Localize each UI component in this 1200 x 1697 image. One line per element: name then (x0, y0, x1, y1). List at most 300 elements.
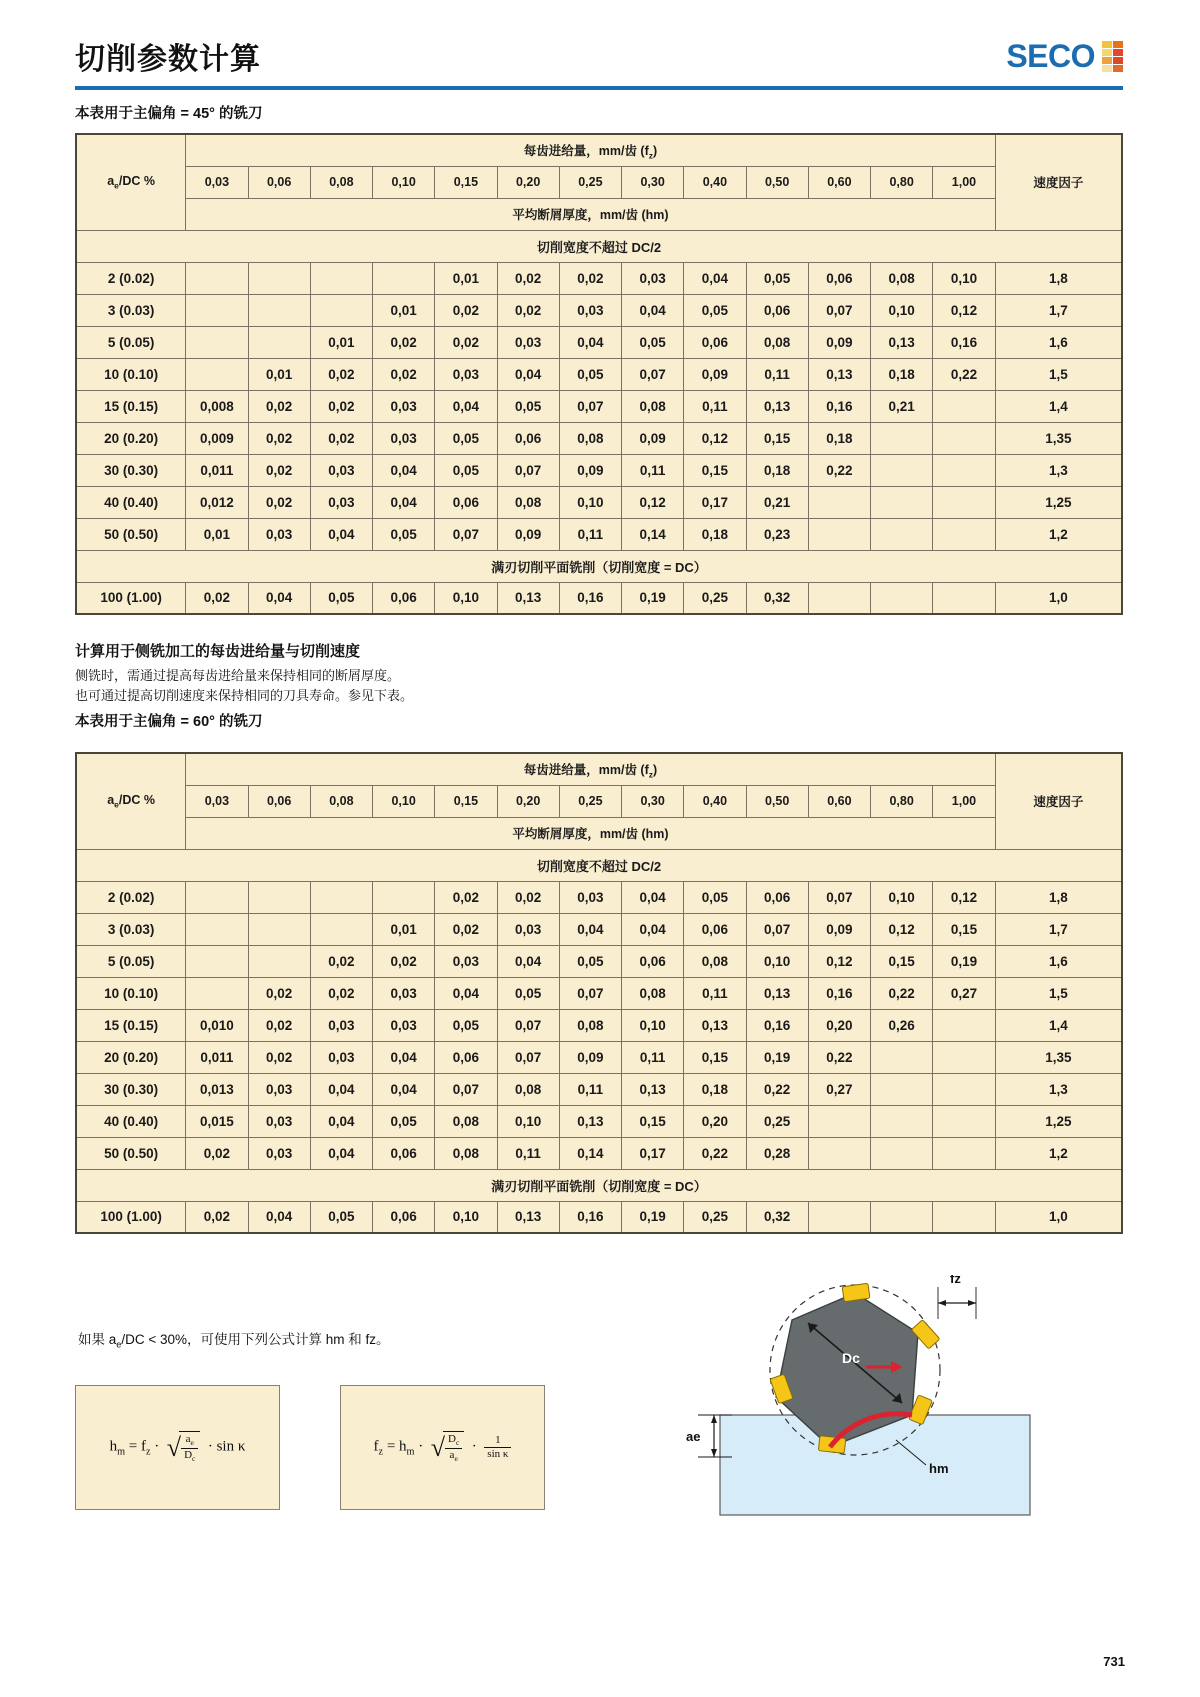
table-cell: 0,03 (497, 326, 559, 358)
table-cell (933, 1201, 995, 1233)
table-cell: 0,16 (933, 326, 995, 358)
table-cell: 0,03 (559, 881, 621, 913)
header-fz-col: 0,10 (373, 785, 435, 817)
table-row (76, 294, 1122, 326)
table-cell (248, 881, 310, 913)
table-cell: 0,05 (746, 262, 808, 294)
table-cell: 0,14 (559, 1137, 621, 1169)
table-cell: 0,16 (808, 977, 870, 1009)
table-cell: 0,15 (871, 945, 933, 977)
table-cell: 0,04 (373, 454, 435, 486)
table-cell: 0,03 (497, 913, 559, 945)
speed-factor-cell: 1,3 (995, 1073, 1122, 1105)
speed-factor-cell: 1,25 (995, 486, 1122, 518)
table-cell: 0,23 (746, 518, 808, 550)
table-cell: 0,08 (622, 390, 684, 422)
table-cell (808, 1201, 870, 1233)
table-cell: 0,20 (808, 1009, 870, 1041)
row-label: 20 (0.20) (76, 1041, 186, 1073)
table-cell: 0,02 (186, 1201, 248, 1233)
speed-factor-cell: 1,5 (995, 977, 1122, 1009)
table-cell (373, 881, 435, 913)
table-cell: 0,04 (373, 486, 435, 518)
midsection-line2: 也可通过提高切削速度来保持相同的刀具寿命。参见下表。 (75, 688, 414, 703)
table-cell: 0,07 (435, 518, 497, 550)
midsection-heading: 计算用于侧铣加工的每齿进给量与切削速度 (75, 643, 361, 660)
table-cell: 0,16 (746, 1009, 808, 1041)
header-fz-col: 0,80 (871, 785, 933, 817)
table-cell: 0,13 (871, 326, 933, 358)
table-cell: 0,02 (497, 881, 559, 913)
formula-note-text: 如果 $a_e/DC < 30\%$，可使用下列公式计算 hm 和 fz。 (78, 1332, 390, 1350)
speed-factor-cell: 1,0 (995, 582, 1122, 614)
table-cell: 0,02 (248, 1041, 310, 1073)
table-cell: 0,06 (497, 422, 559, 454)
table-cell (808, 1137, 870, 1169)
table-cell: 0,05 (684, 881, 746, 913)
table-cell: 0,01 (310, 326, 372, 358)
table-cell: 0,13 (497, 1201, 559, 1233)
table-cell: 0,12 (808, 945, 870, 977)
table-cell (933, 1073, 995, 1105)
table-cell: 0,02 (435, 294, 497, 326)
table-cell: 0,08 (622, 977, 684, 1009)
table-cell: 0,04 (373, 1073, 435, 1105)
table-cell: 0,05 (684, 294, 746, 326)
table-cell: 0,02 (497, 262, 559, 294)
table-cell: 0,08 (684, 945, 746, 977)
table-cell: 0,22 (684, 1137, 746, 1169)
table-cell (248, 913, 310, 945)
header-fz-col: 0,60 (808, 785, 870, 817)
header-fz-col: 0,15 (435, 785, 497, 817)
table-cell (871, 486, 933, 518)
table-cell: 0,17 (684, 486, 746, 518)
table-cell: 0,04 (497, 358, 559, 390)
table-cell: 0,03 (310, 1041, 372, 1073)
table-cell: 0,13 (559, 1105, 621, 1137)
table-cell: 0,11 (684, 977, 746, 1009)
table-cell: 0,06 (373, 582, 435, 614)
speed-factor-cell: 1,35 (995, 1041, 1122, 1073)
table-cell: 0,05 (559, 945, 621, 977)
table-cell: 0,04 (559, 913, 621, 945)
table-cell: 0,18 (871, 358, 933, 390)
logo-mark-icon (1102, 41, 1123, 72)
header-fz-col: 0,50 (746, 785, 808, 817)
logo-swatch (1113, 49, 1123, 56)
header-fz-col: 0,40 (684, 166, 746, 198)
row-label: 30 (0.30) (76, 454, 186, 486)
speed-factor-cell: 1,8 (995, 262, 1122, 294)
speed-factor-cell: 1,6 (995, 326, 1122, 358)
table-cell: 0,09 (559, 1041, 621, 1073)
table-cell: 0,04 (435, 977, 497, 1009)
table-cell: 0,03 (435, 358, 497, 390)
row-label: 2 (0.02) (76, 881, 186, 913)
table-row (76, 326, 1122, 358)
table-cell: 0,01 (186, 518, 248, 550)
table-cell: 0,009 (186, 422, 248, 454)
table-cell: 0,18 (808, 422, 870, 454)
table-cell: 0,04 (435, 390, 497, 422)
header-fz-col: 0,06 (248, 785, 310, 817)
label-ae: ae (686, 1429, 701, 1444)
speed-factor-cell: 1,7 (995, 913, 1122, 945)
table-cell: 0,11 (559, 518, 621, 550)
table-cell: 0,07 (559, 390, 621, 422)
header-fz-col: 0,08 (310, 785, 372, 817)
table-cell: 0,10 (559, 486, 621, 518)
row-label: 10 (0.10) (76, 977, 186, 1009)
table-cell: 0,08 (559, 422, 621, 454)
table-cell: 0,02 (186, 582, 248, 614)
speed-factor-cell: 1,8 (995, 881, 1122, 913)
table-cell (933, 454, 995, 486)
header-fz-col: 0,50 (746, 166, 808, 198)
table-cell: 0,11 (684, 390, 746, 422)
table-cell: 0,04 (248, 1201, 310, 1233)
table-cell: 0,09 (684, 358, 746, 390)
table-cell: 0,15 (746, 422, 808, 454)
table-cell (808, 1105, 870, 1137)
speed-factor-cell: 1,3 (995, 454, 1122, 486)
table-cell: 0,02 (559, 262, 621, 294)
header-fz-col: 0,15 (435, 166, 497, 198)
table-cell: 0,07 (622, 358, 684, 390)
table-cell: 0,11 (559, 1073, 621, 1105)
table-cell: 0,02 (310, 358, 372, 390)
fraction-one-over-sin: $\frac{1}{\text{sin κ}}$ (484, 1434, 511, 1460)
table-cell: 0,06 (684, 326, 746, 358)
table-cell: 0,19 (622, 582, 684, 614)
row-label: 15 (0.15) (76, 390, 186, 422)
page-number: 731 (1103, 1654, 1125, 1669)
table-cell: 0,22 (808, 454, 870, 486)
table-cell (933, 390, 995, 422)
table-cell (248, 945, 310, 977)
table-cell: 0,22 (746, 1073, 808, 1105)
row-label: 2 (0.02) (76, 262, 186, 294)
table-cell: 0,02 (310, 945, 372, 977)
table-cell: 0,06 (746, 881, 808, 913)
table-cell (871, 1041, 933, 1073)
table-cell: 0,16 (559, 1201, 621, 1233)
table-row (76, 1073, 1122, 1105)
table-cell (186, 358, 248, 390)
table-cell: 0,22 (808, 1041, 870, 1073)
header-ae-dc: $a_e/DC$ % (76, 753, 186, 849)
header-rule (75, 86, 1123, 90)
table-cell: 0,11 (622, 454, 684, 486)
table-cell: 0,05 (559, 358, 621, 390)
table-cell: 0,02 (373, 326, 435, 358)
speed-factor-cell: 1,6 (995, 945, 1122, 977)
header-ae-dc: $a_e/DC$ % (76, 134, 186, 230)
table-cell: 0,08 (871, 262, 933, 294)
header-fz-col: 0,03 (186, 166, 248, 198)
table-cell: 0,22 (933, 358, 995, 390)
speed-factor-cell: 1,35 (995, 422, 1122, 454)
table-cell: 0,28 (746, 1137, 808, 1169)
table-cell (933, 422, 995, 454)
table-cell: 0,26 (871, 1009, 933, 1041)
table-cell: 0,13 (622, 1073, 684, 1105)
speed-factor-cell: 1,0 (995, 1201, 1122, 1233)
table-cell: 0,06 (684, 913, 746, 945)
formula-box-fz (340, 1385, 545, 1510)
table-cell: 0,03 (373, 977, 435, 1009)
table-cell: 0,10 (497, 1105, 559, 1137)
table-cell: 0,07 (808, 881, 870, 913)
sqrt-icon: √ $\frac{D_c}{a_e}$ (431, 1431, 465, 1464)
table-cell (871, 1105, 933, 1137)
table-cell (808, 518, 870, 550)
table-cell: 0,27 (808, 1073, 870, 1105)
table-cell: 0,04 (622, 294, 684, 326)
table-cell: 0,02 (435, 881, 497, 913)
table-cell: 0,02 (248, 422, 310, 454)
table-cell (871, 1137, 933, 1169)
table-cell: 0,10 (435, 582, 497, 614)
table-cell: 0,21 (746, 486, 808, 518)
table-cell: 0,11 (497, 1137, 559, 1169)
header-fz-col: 0,20 (497, 785, 559, 817)
table-cell (871, 518, 933, 550)
table-row (76, 390, 1122, 422)
table-cell: 0,04 (622, 913, 684, 945)
page-title: 切削参数计算 (75, 43, 261, 76)
table-cell: 0,19 (746, 1041, 808, 1073)
table-cell: 0,20 (684, 1105, 746, 1137)
table-cell: 0,011 (186, 1041, 248, 1073)
table-cell: 0,02 (310, 422, 372, 454)
table-cell: 0,11 (746, 358, 808, 390)
table-cell: 0,04 (310, 518, 372, 550)
table-cell: 0,07 (497, 1009, 559, 1041)
table-cell: 0,18 (746, 454, 808, 486)
table-cell: 0,04 (622, 881, 684, 913)
table-cell (186, 977, 248, 1009)
table-cell: 0,015 (186, 1105, 248, 1137)
formula-box-hm (75, 1385, 280, 1510)
table-cell: 0,07 (746, 913, 808, 945)
table-cell: 0,25 (684, 582, 746, 614)
table-cell: 0,05 (497, 390, 559, 422)
speed-factor-cell: 1,4 (995, 390, 1122, 422)
table-cell: 0,14 (622, 518, 684, 550)
header-fz-col: 0,03 (186, 785, 248, 817)
table-section-row (76, 230, 1122, 262)
table-cell: 0,03 (559, 294, 621, 326)
sqrt-icon: √ $\frac{a_e}{D_c}$ (167, 1431, 201, 1464)
table-cell: 0,05 (435, 454, 497, 486)
table-cell: 0,25 (684, 1201, 746, 1233)
table-cell: 0,13 (684, 1009, 746, 1041)
seco-logo (1006, 40, 1123, 72)
table-cell (871, 454, 933, 486)
table-cell: 0,22 (871, 977, 933, 1009)
table-cell: 0,15 (933, 913, 995, 945)
table-cell (186, 913, 248, 945)
table-cell (933, 582, 995, 614)
table-cell (871, 582, 933, 614)
table-row (76, 518, 1122, 550)
table-cell: 0,12 (622, 486, 684, 518)
table-cell (933, 1041, 995, 1073)
table-cell: 0,19 (933, 945, 995, 977)
table-cell: 0,06 (435, 1041, 497, 1073)
table-cell: 0,01 (248, 358, 310, 390)
table-cell: 0,03 (310, 1009, 372, 1041)
table-cell: 0,12 (933, 294, 995, 326)
table-cell: 0,15 (622, 1105, 684, 1137)
table-cell: 0,05 (435, 1009, 497, 1041)
table-cell (186, 326, 248, 358)
row-label: 50 (0.50) (76, 518, 186, 550)
table-cell (871, 1073, 933, 1105)
table-cell: 0,13 (497, 582, 559, 614)
table-row (76, 454, 1122, 486)
table-row (76, 881, 1122, 913)
table-cell: 0,05 (310, 582, 372, 614)
table-cell: 0,02 (497, 294, 559, 326)
table-cell (248, 326, 310, 358)
table-cell: 0,03 (373, 390, 435, 422)
table2-caption: 本表用于主偏角 = 60° 的铣刀 (75, 714, 263, 730)
row-label: 100 (1.00) (76, 582, 186, 614)
row-label: 15 (0.15) (76, 1009, 186, 1041)
table-cell: 0,08 (497, 486, 559, 518)
row-label: 5 (0.05) (76, 326, 186, 358)
table-section-row (76, 1169, 1122, 1201)
table-row (76, 1105, 1122, 1137)
table-cell: 0,12 (933, 881, 995, 913)
logo-wordmark: SECO (1006, 38, 1095, 74)
table-cell: 0,06 (622, 945, 684, 977)
table-cell (186, 262, 248, 294)
speed-factor-cell: 1,2 (995, 1137, 1122, 1169)
logo-swatch (1102, 57, 1112, 64)
table-cell: 0,07 (497, 454, 559, 486)
table-cell: 0,18 (684, 518, 746, 550)
table-cell: 0,07 (808, 294, 870, 326)
header-fz-col: 0,08 (310, 166, 372, 198)
table-cell: 0,13 (746, 977, 808, 1009)
row-label: 30 (0.30) (76, 1073, 186, 1105)
table-cell (310, 881, 372, 913)
table-row (76, 1009, 1122, 1041)
table-cell: 0,08 (497, 1073, 559, 1105)
table-cell: 0,02 (248, 977, 310, 1009)
table-cell: 0,16 (808, 390, 870, 422)
table-cell (808, 582, 870, 614)
table-cell: 0,03 (310, 454, 372, 486)
table-cell (871, 422, 933, 454)
table-cell: 0,03 (248, 518, 310, 550)
table-row (76, 1041, 1122, 1073)
header-fz-col: 0,60 (808, 166, 870, 198)
table-cell: 0,02 (248, 454, 310, 486)
header-fz-col: 0,25 (559, 785, 621, 817)
table-cell: 0,13 (746, 390, 808, 422)
header-speed-factor: 速度因子 (995, 753, 1122, 849)
table-section-row (76, 849, 1122, 881)
table-cell: 0,02 (310, 390, 372, 422)
table-cell (933, 518, 995, 550)
speed-factor-cell: 1,7 (995, 294, 1122, 326)
midsection-line1: 侧铣时，需通过提高每齿进给量来保持相同的断屑厚度。 (75, 668, 401, 683)
speed-factor-cell: 1,4 (995, 1009, 1122, 1041)
table-cell: 0,02 (186, 1137, 248, 1169)
page-header (75, 30, 1123, 92)
table-cell: 0,02 (248, 486, 310, 518)
table-cell: 0,012 (186, 486, 248, 518)
section-label-half-dc: 切削宽度不超过 DC/2 (76, 849, 1122, 881)
table-cell: 0,27 (933, 977, 995, 1009)
header-band-feed: 每齿进给量，mm/齿 $(f_z)$ (186, 753, 995, 785)
header-speed-factor: 速度因子 (995, 134, 1122, 230)
table-cell: 0,03 (373, 1009, 435, 1041)
table-cell (310, 913, 372, 945)
row-label: 10 (0.10) (76, 358, 186, 390)
table-cell: 0,07 (435, 1073, 497, 1105)
milling-cutter-diagram (680, 1275, 1100, 1535)
table-cell (186, 945, 248, 977)
table-cell (933, 486, 995, 518)
table-row (76, 486, 1122, 518)
logo-swatch (1102, 41, 1112, 48)
table-cell: 0,03 (622, 262, 684, 294)
row-label: 100 (1.00) (76, 1201, 186, 1233)
table-cell: 0,04 (248, 582, 310, 614)
row-label: 20 (0.20) (76, 422, 186, 454)
table-cell: 0,01 (373, 294, 435, 326)
table-cell (310, 294, 372, 326)
table-cell: 0,010 (186, 1009, 248, 1041)
table-cell (933, 1105, 995, 1137)
formula-hm: $h_m = f_z$ · √ $\frac{a_e}{D_c}$ · sin κ (109, 1432, 246, 1464)
table-cell: 0,12 (684, 422, 746, 454)
table-cell: 0,16 (559, 582, 621, 614)
table-cell: 0,32 (746, 1201, 808, 1233)
table-cell: 0,08 (746, 326, 808, 358)
table-cell: 0,21 (871, 390, 933, 422)
table-cell: 0,05 (373, 518, 435, 550)
table-cell: 0,05 (310, 1201, 372, 1233)
section-label-half-dc: 切削宽度不超过 DC/2 (76, 230, 1122, 262)
table-cell: 0,04 (310, 1105, 372, 1137)
table-cell: 0,013 (186, 1073, 248, 1105)
table-cell: 0,15 (684, 1041, 746, 1073)
table-cell: 0,02 (435, 326, 497, 358)
row-label: 3 (0.03) (76, 294, 186, 326)
formula-note (78, 1328, 390, 1350)
logo-swatch (1102, 49, 1112, 56)
table-cell: 0,04 (373, 1041, 435, 1073)
table-row (76, 582, 1122, 614)
table-cell: 0,09 (622, 422, 684, 454)
table-cell: 0,02 (373, 358, 435, 390)
table-cell: 0,18 (684, 1073, 746, 1105)
table-cell: 0,06 (435, 486, 497, 518)
table-cell (186, 294, 248, 326)
table-row (76, 945, 1122, 977)
table-cell (310, 262, 372, 294)
table-cell: 0,05 (622, 326, 684, 358)
logo-swatch (1113, 65, 1123, 72)
header-fz-col: 0,20 (497, 166, 559, 198)
